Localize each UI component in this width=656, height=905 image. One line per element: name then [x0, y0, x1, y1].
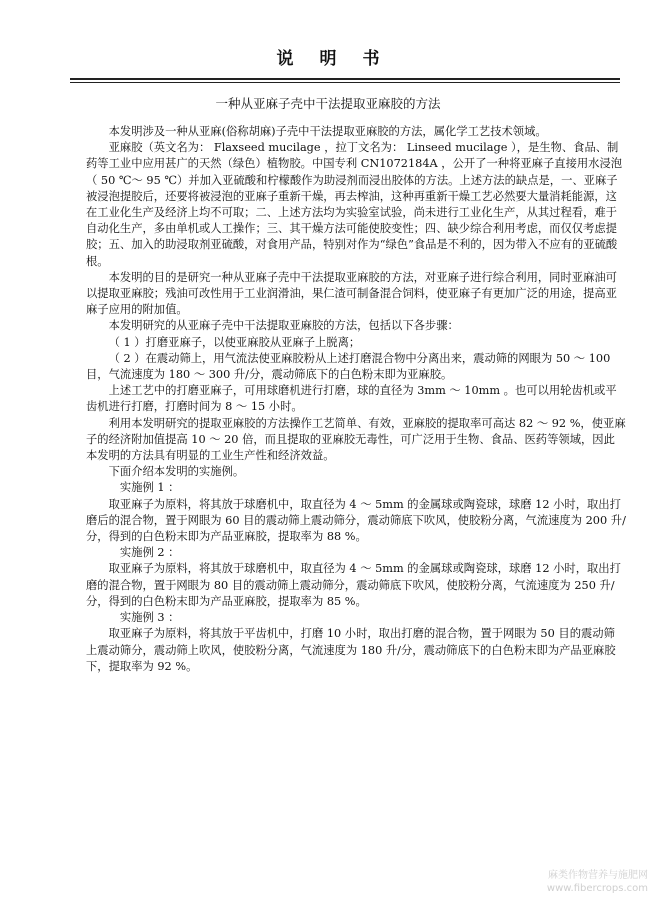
example-1-text: 取亚麻子为原料，将其放于球磨机中，取直径为 4 ～ 5mm 的金属球或陶瓷球，球磨 12 小时，取出打磨后的混合物，置于网眼为 60 目的震动筛上震动筛分，震动筛底下吹风，使胶粉分离，气流速度为 200 升/分，得到的白色粉末即为产品亚麻胶，提取率为 88 %。	[86, 497, 626, 544]
example-2-heading: 实施例 2 ：	[119, 546, 180, 560]
paragraph-steps-intro: 本发明研究的从亚麻子壳中干法提取亚麻胶的方法，包括以下各步骤：	[108, 319, 459, 333]
example-3-text: 取亚麻子为原料，将其放于平齿机中，打磨 10 小时，取出打磨的混合物，置于网眼为 50 目的震动筛上震动筛分，震动筛上吹风，使胶粉分离，气流速度为 180 升/分，震动筛底下的白色粉末即为产品亚麻胶下，提取率为 92 %。	[86, 627, 616, 673]
document-body	[86, 124, 626, 675]
paragraph-examples-intro: 下面介绍本发明的实施例。	[108, 465, 245, 479]
page-header-title: 说明书	[276, 49, 406, 69]
watermark-site-name: 麻类作物营养与施肥网	[548, 870, 648, 881]
document-title: 一种从亚麻子壳中干法提取亚麻胶的方法	[215, 96, 441, 111]
paragraph-grinding: 上述工艺中的打磨亚麻子，可用球磨机进行打磨，球的直径为 3mm ～ 10mm 。也可以用轮齿机或平齿机进行打磨，打磨时间为 8 ～ 15 小时。	[86, 384, 617, 414]
paragraph-advantages: 利用本发明研究的提取亚麻胶的方法操作工艺简单、有效，亚麻胶的提取率可高达 82 ～ 92 %，使亚麻子的经济附加值提高 10 ～ 20 倍，而且提取的亚麻胶无毒性，可广泛用于生物、食品、医药等领域，因此本发明的方法具有明显的工业生产性和经济效益。	[86, 416, 626, 463]
example-3-heading: 实施例 3 ：	[119, 611, 180, 625]
example-1-heading: 实施例 1 ：	[119, 481, 180, 495]
example-2-text: 取亚麻子为原料，将其放于球磨机中，取直径为 4 ～ 5mm 的金属球或陶瓷球，球磨 12 小时，取出打磨的混合物，置于网眼为 80 目的震动筛上震动筛分，震动筛底下吹风，使胶粉分离，气流速度为 250 升/分，得到的白色粉末即为产品亚麻胶，提取率为 85 %。	[86, 562, 621, 608]
paragraph-step-1: （ 1 ）打磨亚麻子，以使亚麻胶从亚麻子上脱离；	[108, 335, 361, 349]
paragraph-background: 亚麻胶（英文名为： Flaxseed mucilage ，拉丁文名为： Linseed mucilage ），是生物、食品、制药等工业中应用甚广的天然（绿色）植物胶。中国专利 CN1072184A ，公开了一种将亚麻子直接用水浸泡（ 50 ℃～ 95 ℃）并加入亚硫酸和柠檬酸作为助浸剂而浸出胶体的方法。上述方法的缺点是，一、亚麻子被浸泡提胶后，还要将被浸泡的亚麻子重新干燥，再去榨油，这种再重新干燥工艺必然要大量消耗能源，这在工业化生产及经济上均不可取；二、上述方法均为实验室试验，尚未进行工业化生产，从其过程看，难于自动化生产，多由单机或人工操作；三、其干燥方法可能使胶变性；四、缺少综合利用考虑，而仅仅考虑提胶；五、加入的助浸取剂亚硫酸，对食用产品，特别对作为“绿色”食品是不利的，因为带入不应有的亚硫酸根。	[86, 141, 623, 268]
header-rule-thick	[70, 78, 620, 80]
header-rule-thin	[70, 82, 620, 83]
paragraph-intro: 本发明涉及一种从亚麻(俗称胡麻)子壳中干法提取亚麻胶的方法，属化学工艺技术领域。	[108, 125, 547, 138]
site-watermark	[547, 869, 648, 895]
paragraph-step-2: （ 2 ）在震动筛上，用气流法使亚麻胶粉从上述打磨混合物中分离出来，震动筛的网眼为 50 ～ 100 目，气流速度为 180 ～ 300 升/分，震动筛底下的白色粉末即为亚麻胶。	[86, 351, 611, 382]
watermark-url: www.fibercrops.com	[546, 883, 648, 894]
paragraph-objective: 本发明的目的是研究一种从亚麻子壳中干法提取亚麻胶的方法，对亚麻子进行综合利用，同时亚麻油可以提取亚麻胶；残油可改性用于工业润滑油，果仁渣可制备混合饲料，使亚麻子有更加广泛的用途，提高亚麻子应用的附加值。	[86, 270, 617, 317]
